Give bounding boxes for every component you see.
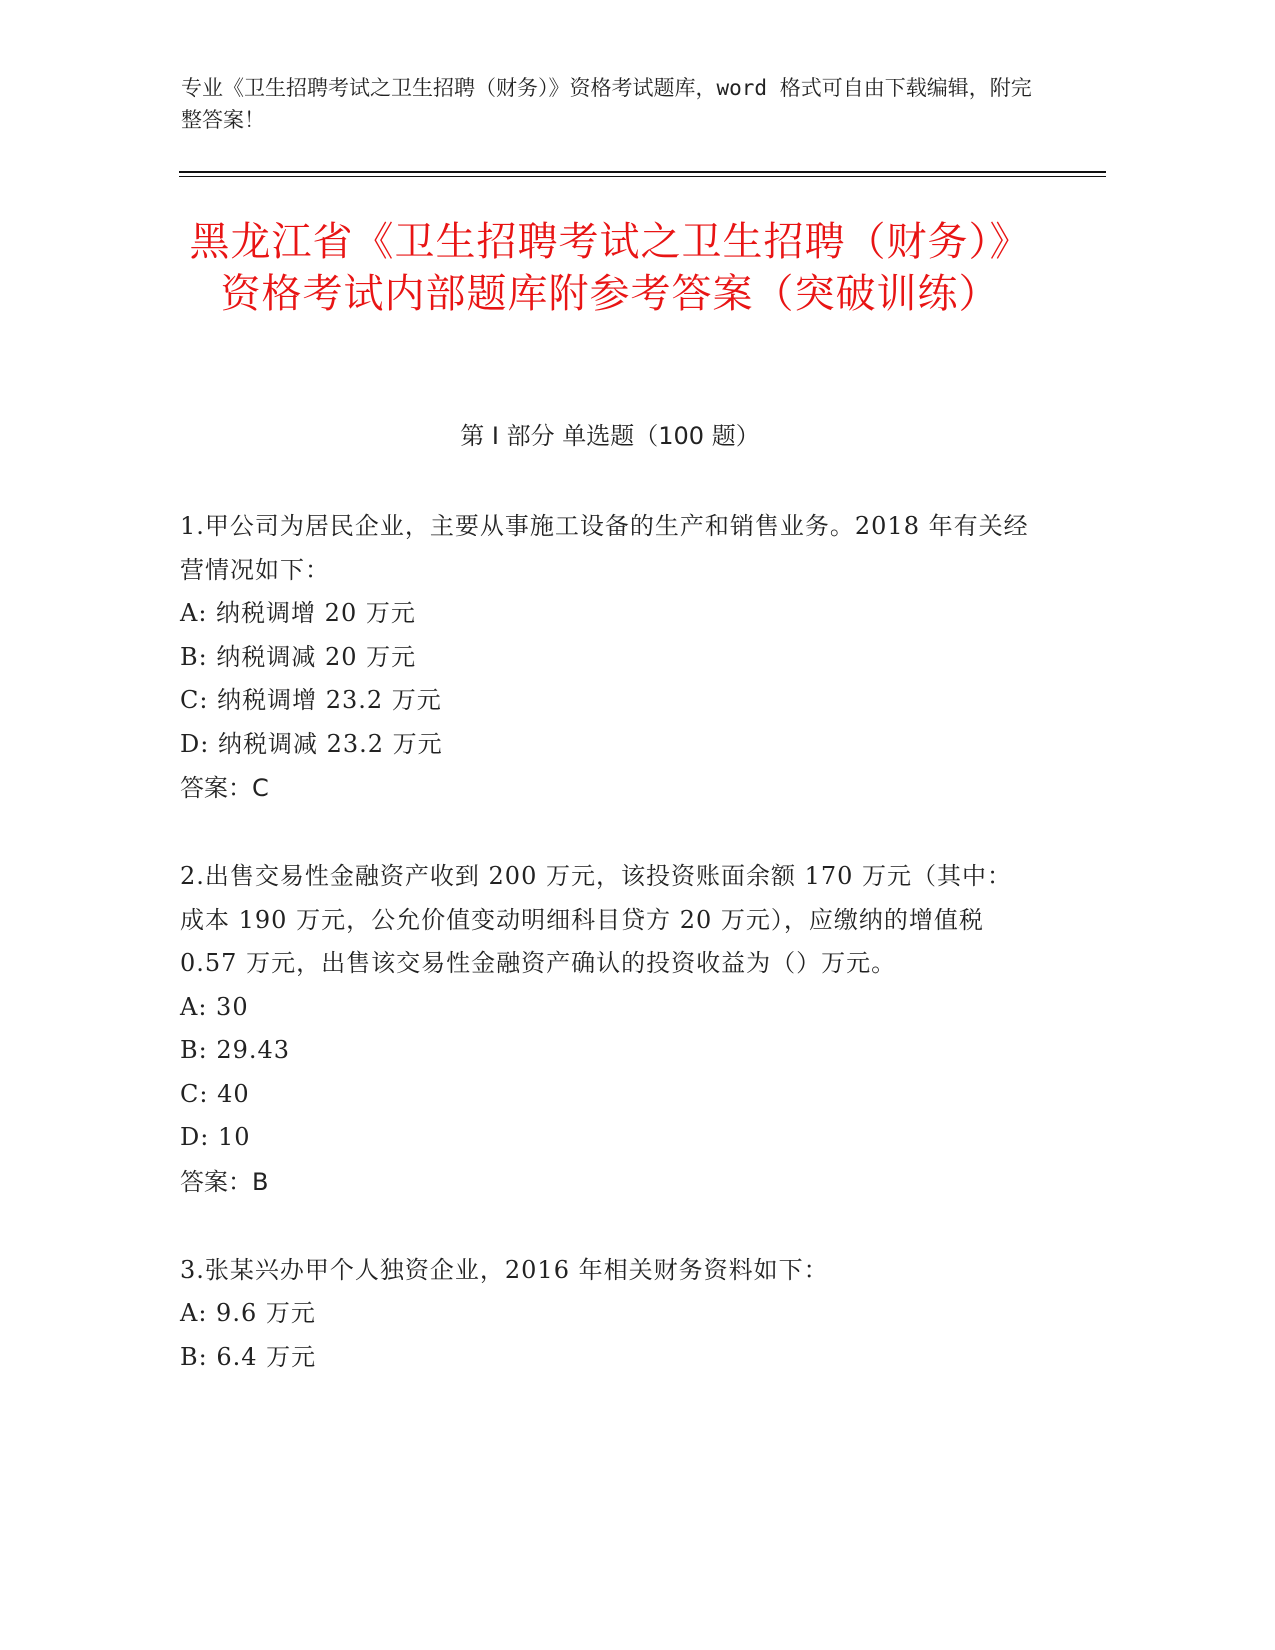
question-answer: 答案：C (180, 774, 269, 802)
question-stem: 2.出售交易性金融资产收到 200 万元，该投资账面余额 170 万元（其中：成本 190 万元，公允价值变动明细科目贷方 20 万元），应缴纳的增值税 0.57 万元，出售该交易性金融资产确认的投资收益为（）万元。 (180, 862, 1013, 977)
header-rule-thin (179, 176, 1106, 177)
question-option: A: 9.6 万元 (180, 1299, 316, 1327)
question-item (180, 855, 1030, 1205)
header-note: 专业《卫生招聘考试之卫生招聘（财务）》资格考试题库，word 格式可自由下载编辑，附完整答案！ (181, 76, 1032, 132)
question-item (180, 1249, 1030, 1380)
header-rule-thick (179, 171, 1106, 173)
question-stem: 3.张某兴办甲个人独资企业，2016 年相关财务资料如下： (180, 1255, 829, 1284)
question-answer: 答案：B (180, 1167, 269, 1196)
question-option: A: 纳税调增 20 万元 (180, 599, 416, 627)
question-option: A: 30 (180, 992, 249, 1021)
question-list (180, 505, 1030, 1423)
section-heading: 第 I 部分 单选题（100 题） (460, 422, 760, 450)
question-stem: 1.甲公司为居民企业，主要从事施工设备的生产和销售业务。2018 年有关经营情况如下： (180, 512, 1029, 584)
question-option: C: 纳税调增 23.2 万元 (180, 686, 442, 714)
question-option: B: 29.43 (180, 1036, 291, 1064)
question-option: D: 10 (180, 1123, 251, 1151)
question-option: D: 纳税调减 23.2 万元 (180, 729, 443, 758)
document-title: 黑龙江省《卫生招聘考试之卫生招聘（财务）》资格考试内部题库附参考答案（突破训练） (189, 219, 1031, 317)
question-option: B: 6.4 万元 (180, 1342, 317, 1371)
question-item (180, 505, 1030, 811)
question-option: B: 纳税调减 20 万元 (180, 642, 417, 671)
question-option: C: 40 (180, 1079, 250, 1108)
